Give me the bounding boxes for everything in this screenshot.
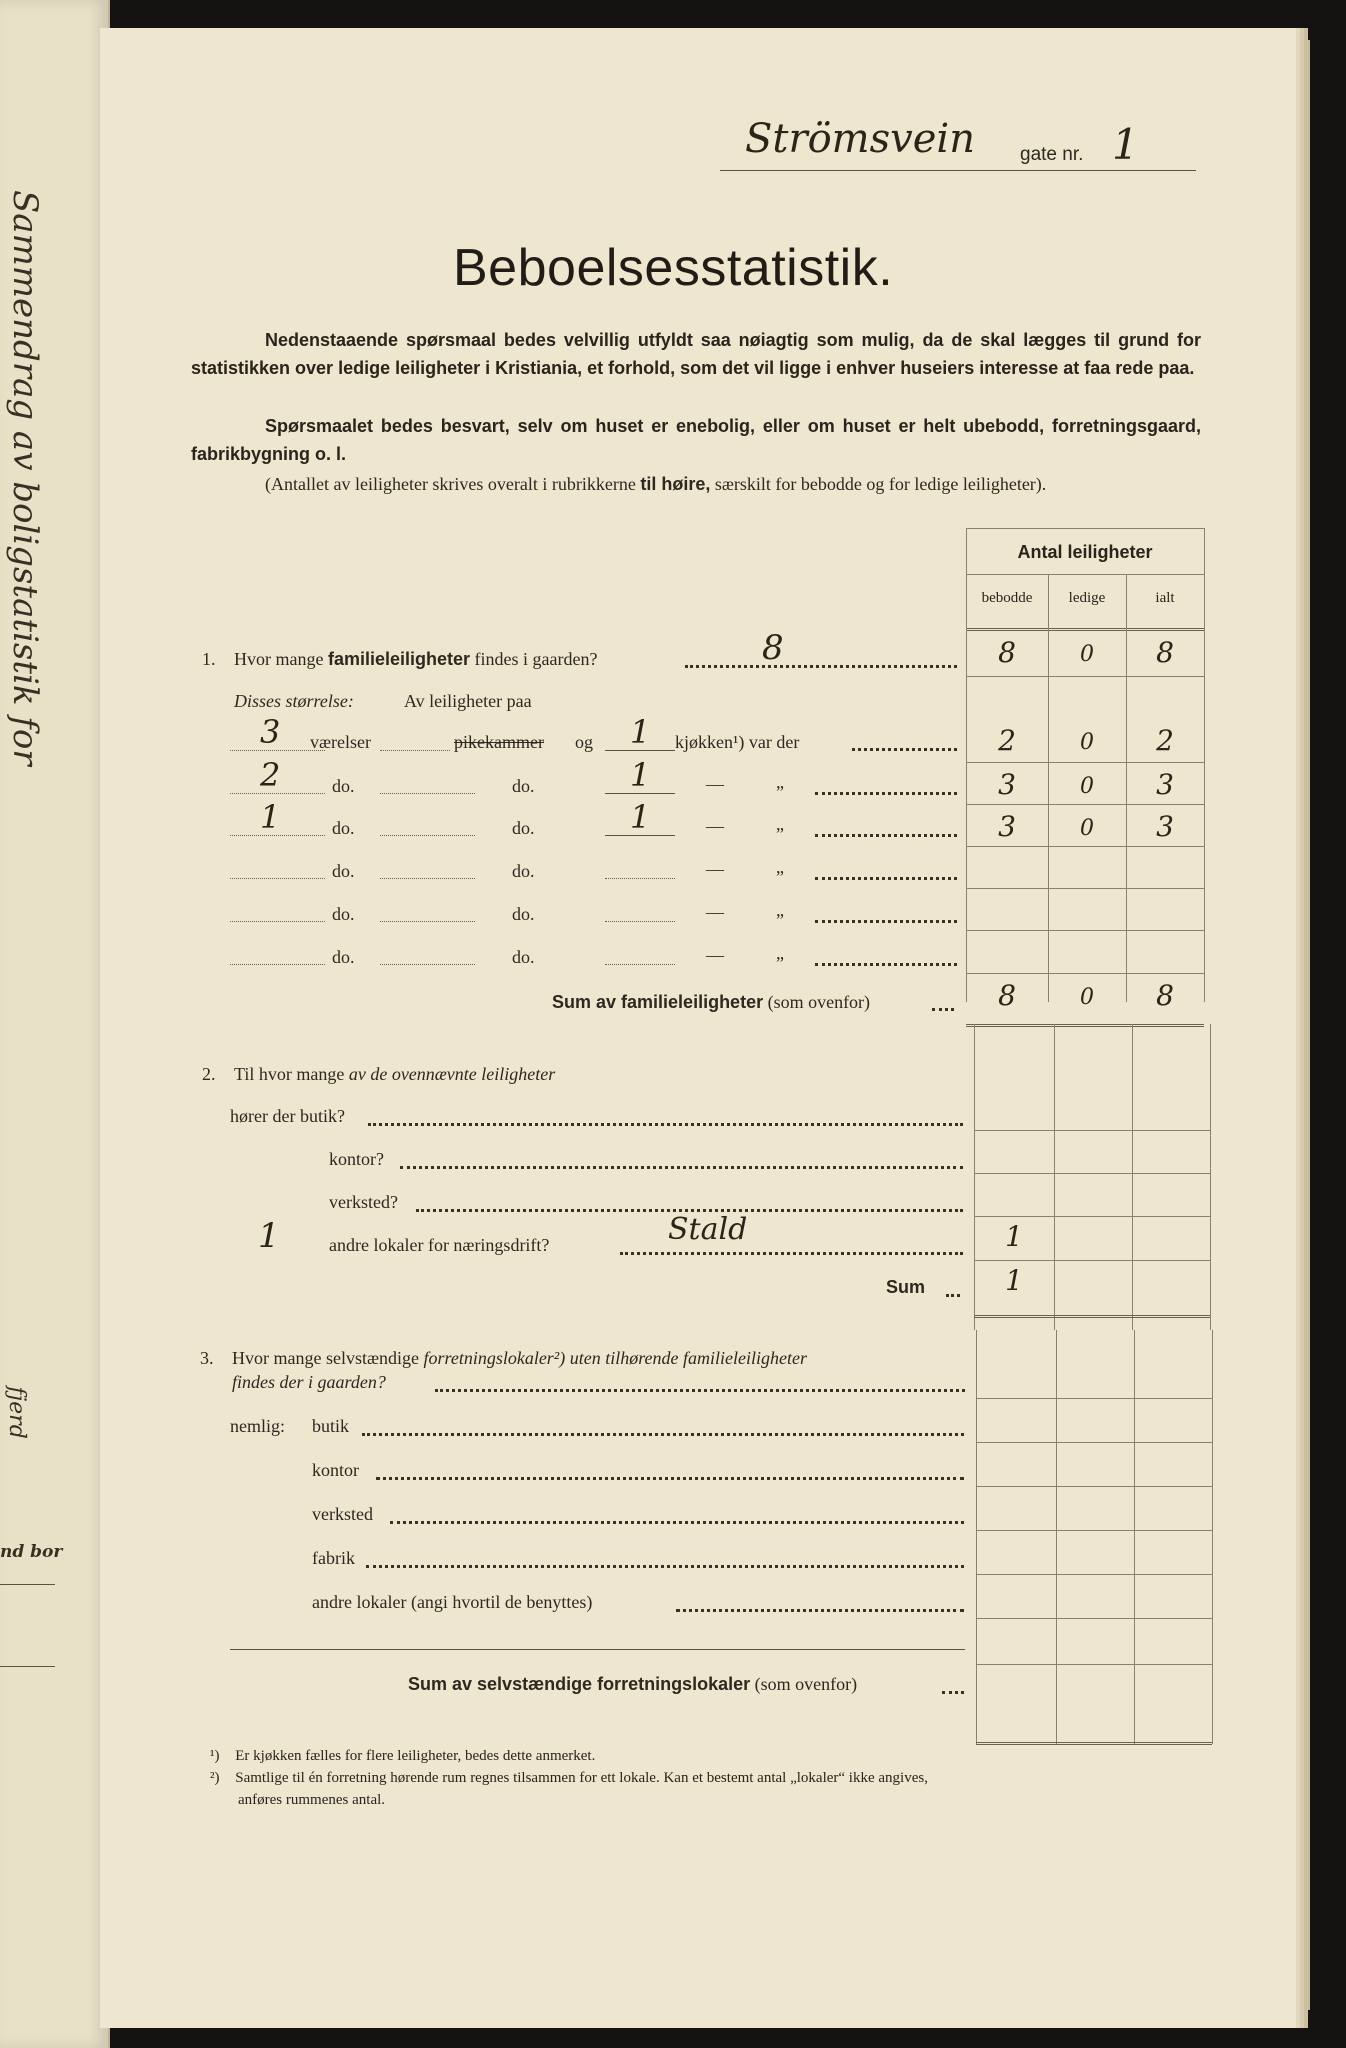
s3-col-line-1	[1056, 1330, 1057, 1744]
q3-question	[232, 1348, 807, 1369]
q3-row-line-7	[976, 1664, 1212, 1665]
size-row-1-pikekammer: pikekammer	[454, 732, 544, 752]
left-facing-page	[0, 0, 110, 2048]
size-row-line-3	[966, 846, 1204, 847]
q1-text-before: Hvor mange	[234, 649, 324, 669]
q2-andre-count-handwritten: 1	[258, 1216, 280, 1256]
size-row-3-ledige: 0	[1080, 816, 1094, 841]
q3-row-line-2	[976, 1442, 1212, 1443]
size-row-3-bebodde: 3	[998, 810, 1016, 843]
q2-row-line-4	[974, 1260, 1210, 1261]
size-row-3-do2: do.	[512, 818, 535, 838]
q3-sum-dots	[942, 1691, 964, 1694]
q3-sum-after: (som ovenfor)	[754, 1674, 858, 1694]
q3-item-butik: butik	[312, 1416, 350, 1436]
size-row-5-quote: „	[776, 900, 784, 920]
size-row-6-do2: do.	[512, 947, 535, 967]
q1-sum-after: (som ovenfor)	[767, 992, 871, 1012]
size-row-5-fill	[380, 921, 475, 922]
size-row-4-do2: do.	[512, 861, 535, 881]
intro-paragraph-3	[191, 470, 1201, 498]
col-header-bebodde: bebodde	[981, 590, 1033, 606]
size-row-line-5	[966, 930, 1204, 931]
intro-paragraph-2	[191, 412, 1201, 468]
q2-sum-bebodde: 1	[1005, 1264, 1023, 1297]
sizes-italic-label: Disses størrelse:	[234, 691, 354, 711]
intro-p3-bold: til høire,	[640, 474, 711, 494]
footnote-2	[210, 1770, 928, 1787]
q3-row-line-5	[976, 1574, 1212, 1575]
size-row-6-dots	[815, 963, 957, 966]
q1-leader-dots	[685, 665, 957, 668]
size-row-1-kitchen: 1	[630, 713, 651, 751]
q1-number: 1.	[202, 649, 216, 669]
q1-answer-handwritten: 8	[762, 628, 784, 668]
footnote-1-mark: ¹)	[210, 1748, 220, 1764]
intro-p3-before: (Antallet av leiligheter skrives overalt i rubrikkerne	[265, 474, 636, 494]
q3-row-line-6	[976, 1618, 1212, 1619]
size-row-3-do1: do.	[332, 818, 355, 838]
q2-andre-bebodde: 1	[1005, 1220, 1023, 1253]
size-row-2-ledige: 0	[1080, 774, 1094, 799]
q2-kontor-label: kontor?	[329, 1149, 384, 1169]
size-row-4-kitchen-line	[605, 878, 675, 879]
size-row-2-rooms-line	[230, 793, 325, 794]
table-col-line-3	[1204, 528, 1205, 1002]
size-row-1-fill	[380, 750, 450, 751]
size-row-2-do2: do.	[512, 776, 535, 796]
size-row-2-ialt: 3	[1156, 768, 1174, 801]
size-row-line-1	[966, 762, 1204, 763]
q3-verksted-dots	[390, 1521, 964, 1524]
q2-number: 2.	[202, 1064, 216, 1084]
size-row-4-rooms-line	[230, 878, 325, 879]
size-row-2-dots	[815, 792, 957, 795]
q2-verksted-label: verksted?	[329, 1192, 398, 1212]
col-header-ialt: ialt	[1155, 590, 1175, 606]
size-row-5-dots	[815, 920, 957, 923]
size-row-1-og: og	[575, 732, 593, 752]
q1-ialt: 8	[1156, 636, 1174, 669]
size-row-1-vaerelser: værelser	[310, 732, 371, 752]
q1-text-bold: familieleiligheter	[327, 649, 471, 669]
size-row-2-fill	[380, 793, 475, 794]
form-page	[100, 28, 1296, 2028]
size-row-4-dots	[815, 877, 957, 880]
size-row-1-bebodde: 2	[998, 724, 1016, 757]
left-page-word-fjerd: fjerd	[3, 1386, 29, 1439]
q3-fabrik-dots	[366, 1565, 964, 1568]
size-row-6-dash: —	[706, 945, 724, 965]
size-row-3-kitchen: 1	[630, 798, 651, 836]
q3-extra-line	[230, 1649, 965, 1650]
left-page-rule-1	[0, 1584, 55, 1585]
q2-kontor-dots	[400, 1166, 963, 1169]
size-row-3-quote: „	[776, 814, 784, 834]
size-row-5-rooms-line	[230, 921, 325, 922]
size-row-1-kjokken: kjøkken¹) var der	[675, 732, 800, 752]
page-title: Beboelsesstatistik.	[453, 239, 894, 297]
size-row-2-kitchen: 1	[630, 756, 651, 794]
s3-col-line-0	[976, 1330, 977, 1744]
q2-question	[234, 1064, 555, 1085]
sizes-label: Av leiligheter paa	[404, 691, 532, 711]
size-row-3-rooms-line	[230, 835, 325, 836]
q3-text-italic2: uten tilhørende familieleiligheter	[569, 1348, 807, 1368]
size-row-3-fill	[380, 835, 475, 836]
q2-row-line-1	[974, 1130, 1210, 1131]
q1-sum-label	[552, 992, 870, 1013]
size-row-6-kitchen-line	[605, 964, 675, 965]
footnote-1-text: Er kjøkken fælles for flere leiligheter, bedes dette anmerket.	[235, 1748, 596, 1764]
left-page-rule-2	[0, 1666, 55, 1667]
q2-text-before: Til hvor mange	[234, 1064, 345, 1084]
size-row-6-quote: „	[776, 943, 784, 963]
s3-col-line-3	[1212, 1330, 1213, 1744]
size-row-1-ledige: 0	[1080, 730, 1094, 755]
q1-sum-bottom-line	[966, 1024, 1204, 1027]
q2-butik-dots	[368, 1123, 963, 1126]
q3-andre-dots	[676, 1609, 964, 1612]
size-row-6-fill	[380, 964, 475, 965]
q2-sum-dots	[946, 1294, 960, 1297]
footnote-1	[210, 1748, 595, 1765]
q3-row-line-4	[976, 1530, 1212, 1531]
q1-sum-bold: Sum av familieleiligheter	[552, 992, 764, 1012]
q3-item-andre: andre lokaler (angi hvortil de benyttes)	[312, 1592, 593, 1612]
q3-sum-bottom-line	[976, 1742, 1212, 1745]
gate-nr-label: gate nr.	[1020, 144, 1084, 165]
house-number-handwritten: 1	[1112, 120, 1139, 169]
size-row-5-kitchen-line	[605, 921, 675, 922]
size-row-4-dash: —	[706, 859, 724, 879]
size-row-2-quote: „	[776, 772, 784, 792]
size-row-5-dash: —	[706, 902, 724, 922]
size-row-6-rooms-line	[230, 964, 325, 965]
left-page-word-bor: nd bor	[0, 1542, 63, 1562]
intro-p3-after: særskilt for bebodde og for ledige leiligheter).	[714, 474, 1047, 494]
table-top-line	[966, 528, 1204, 529]
q3-row-line-1	[976, 1398, 1212, 1399]
q1-sum-ialt: 8	[1156, 979, 1174, 1012]
q3-line2: findes der i gaarden?	[232, 1372, 386, 1392]
q1-bebodde: 8	[998, 636, 1016, 669]
street-underline	[720, 170, 1115, 171]
q3-butik-dots	[362, 1433, 964, 1436]
q1-ledige: 0	[1080, 642, 1094, 667]
intro-p2-text: Spørsmaalet bedes besvart, selv om huset er enebolig, eller om huset er helt ubebodd, forretningsgaard, fabrikbygning o. l.	[191, 416, 1201, 464]
q2-andre-label: andre lokaler for næringsdrift?	[329, 1235, 550, 1255]
q2-text-italic: av de ovennævnte leiligheter	[348, 1064, 556, 1084]
q3-number: 3.	[200, 1348, 214, 1368]
page-edge	[1296, 40, 1310, 2010]
size-row-3-kitchen-line	[605, 835, 675, 836]
q3-item-fabrik: fabrik	[312, 1548, 355, 1568]
size-row-3-dash: —	[706, 816, 724, 836]
q2-butik-label: hører der butik?	[230, 1106, 345, 1126]
q3-item-kontor: kontor	[312, 1460, 359, 1480]
intro-p1-text: Nedenstaaende spørsmaal bedes velvillig utfyldt saa nøiagtig som mulig, da de skal lægges til grund for statistikken over ledige leiligheter i Kristiania, et forhold, som det vil ligge i enhver huseiers interesse at faa rede paa.	[191, 330, 1201, 378]
size-row-3-dots	[815, 834, 957, 837]
q1-sum-dots	[932, 1008, 954, 1011]
size-row-2-do1: do.	[332, 776, 355, 796]
footnote-2-mark: ²)	[210, 1770, 220, 1786]
size-row-4-do1: do.	[332, 861, 355, 881]
size-row-5-do2: do.	[512, 904, 535, 924]
size-row-3-ialt: 3	[1156, 810, 1174, 843]
table-subheader-line	[966, 574, 1204, 575]
q2-andre-handwritten: Stald	[668, 1212, 748, 1247]
q2-sum-bottom-line	[974, 1315, 1210, 1318]
q3-text-italic1: forretningslokaler²)	[423, 1348, 566, 1368]
footnote-2-text: Samtlige til én forretning hørende rum regnes tilsammen for ett lokale. Kan et bestemt antal „lokaler“ ikke angives,	[235, 1770, 928, 1786]
s2-col-line-1	[1054, 1024, 1055, 1330]
street-name-handwritten: Strömsvein	[745, 116, 975, 162]
q3-item-verksted: verksted	[312, 1504, 373, 1524]
size-row-1-ialt: 2	[1156, 724, 1174, 757]
size-row-line-6	[966, 973, 1204, 974]
size-row-5-do1: do.	[332, 904, 355, 924]
q3-kontor-dots	[376, 1477, 964, 1480]
size-row-6-do1: do.	[332, 947, 355, 967]
left-page-vertical-text: Sammendrag av boligstatistik for	[5, 190, 45, 766]
q3-sum-bold: Sum av selvstændige forretningslokaler	[408, 1674, 751, 1694]
q2-andre-dots	[620, 1252, 963, 1255]
s2-col-line-2	[1132, 1024, 1133, 1330]
table-header-title: Antal leiligheter	[1017, 542, 1153, 562]
size-row-3-rooms: 1	[260, 798, 281, 836]
q3-text-before: Hvor mange selvstændige	[232, 1348, 419, 1368]
size-row-1-rooms: 3	[260, 713, 281, 751]
size-row-2-dash: —	[706, 774, 724, 794]
size-row-line-4	[966, 888, 1204, 889]
s3-col-line-2	[1134, 1330, 1135, 1744]
size-row-1-kitchen-line	[605, 750, 675, 751]
q1-question	[234, 649, 598, 670]
size-row-2-rooms: 2	[260, 756, 281, 794]
q2-row-line-3	[974, 1216, 1210, 1217]
q2-row-line-2	[974, 1173, 1210, 1174]
size-row-2-kitchen-line	[605, 793, 675, 794]
number-underline	[1100, 170, 1196, 171]
q1-sum-ledige: 0	[1080, 985, 1094, 1010]
footnote-2-continued: anføres rummenes antal.	[238, 1792, 386, 1808]
q1-row-line	[966, 676, 1204, 677]
size-row-line-2	[966, 804, 1204, 805]
size-row-2-bebodde: 3	[998, 768, 1016, 801]
s2-col-line-3	[1210, 1024, 1211, 1330]
q3-line2-dots	[435, 1389, 965, 1392]
q1-sum-bebodde: 8	[998, 979, 1016, 1012]
intro-paragraph-1	[191, 326, 1201, 382]
q3-sum-label	[408, 1674, 857, 1695]
table-header-bottom-line	[966, 628, 1204, 631]
q1-text-after: findes i gaarden?	[474, 649, 598, 669]
size-row-4-quote: „	[776, 857, 784, 877]
q3-nemlig-label: nemlig:	[230, 1416, 285, 1436]
size-row-4-fill	[380, 878, 475, 879]
q2-sum-label: Sum	[886, 1277, 926, 1297]
col-header-ledige: ledige	[1068, 590, 1106, 606]
size-row-1-dots	[852, 748, 957, 751]
q3-row-line-3	[976, 1486, 1212, 1487]
